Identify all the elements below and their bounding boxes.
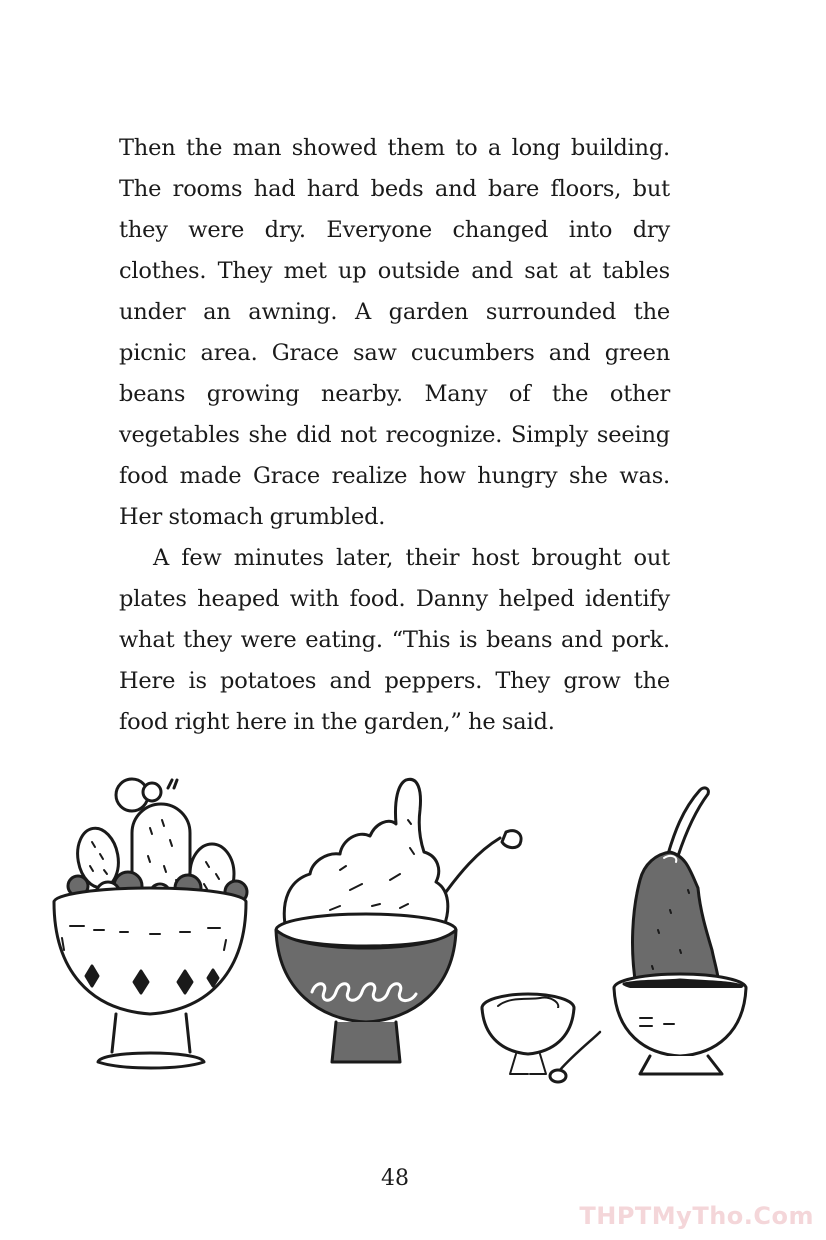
story-text xyxy=(119,128,670,743)
food-bowls-illustration xyxy=(40,770,760,1090)
paragraph-1: Then the man showed them to a long building. The rooms had hard beds and bare floors, but they were dry. Everyone changed into dry clothes. They met up outside and sat at tables under an awning. A garden surrounded the picnic area. Grace saw cucumbers and green beans growing nearby. Many of the other vegetables she did not recognize. Simply seeing food made Grace realize how hungry she was. Her stomach grumbled. xyxy=(119,135,670,530)
dark-food-bowl xyxy=(614,788,746,1074)
watermark: THPTMyTho.Com xyxy=(579,1202,814,1230)
paragraph-2: A few minutes later, their host brought out plates heaped with food. Danny helped identify what they were eating. “This is beans and pork. Here is potatoes and peppers. They grow the food right here in the garden,” he said. xyxy=(119,545,670,735)
page-number: 48 xyxy=(381,1166,409,1191)
vegetable-bowl xyxy=(54,779,247,1068)
small-dish xyxy=(482,994,600,1082)
